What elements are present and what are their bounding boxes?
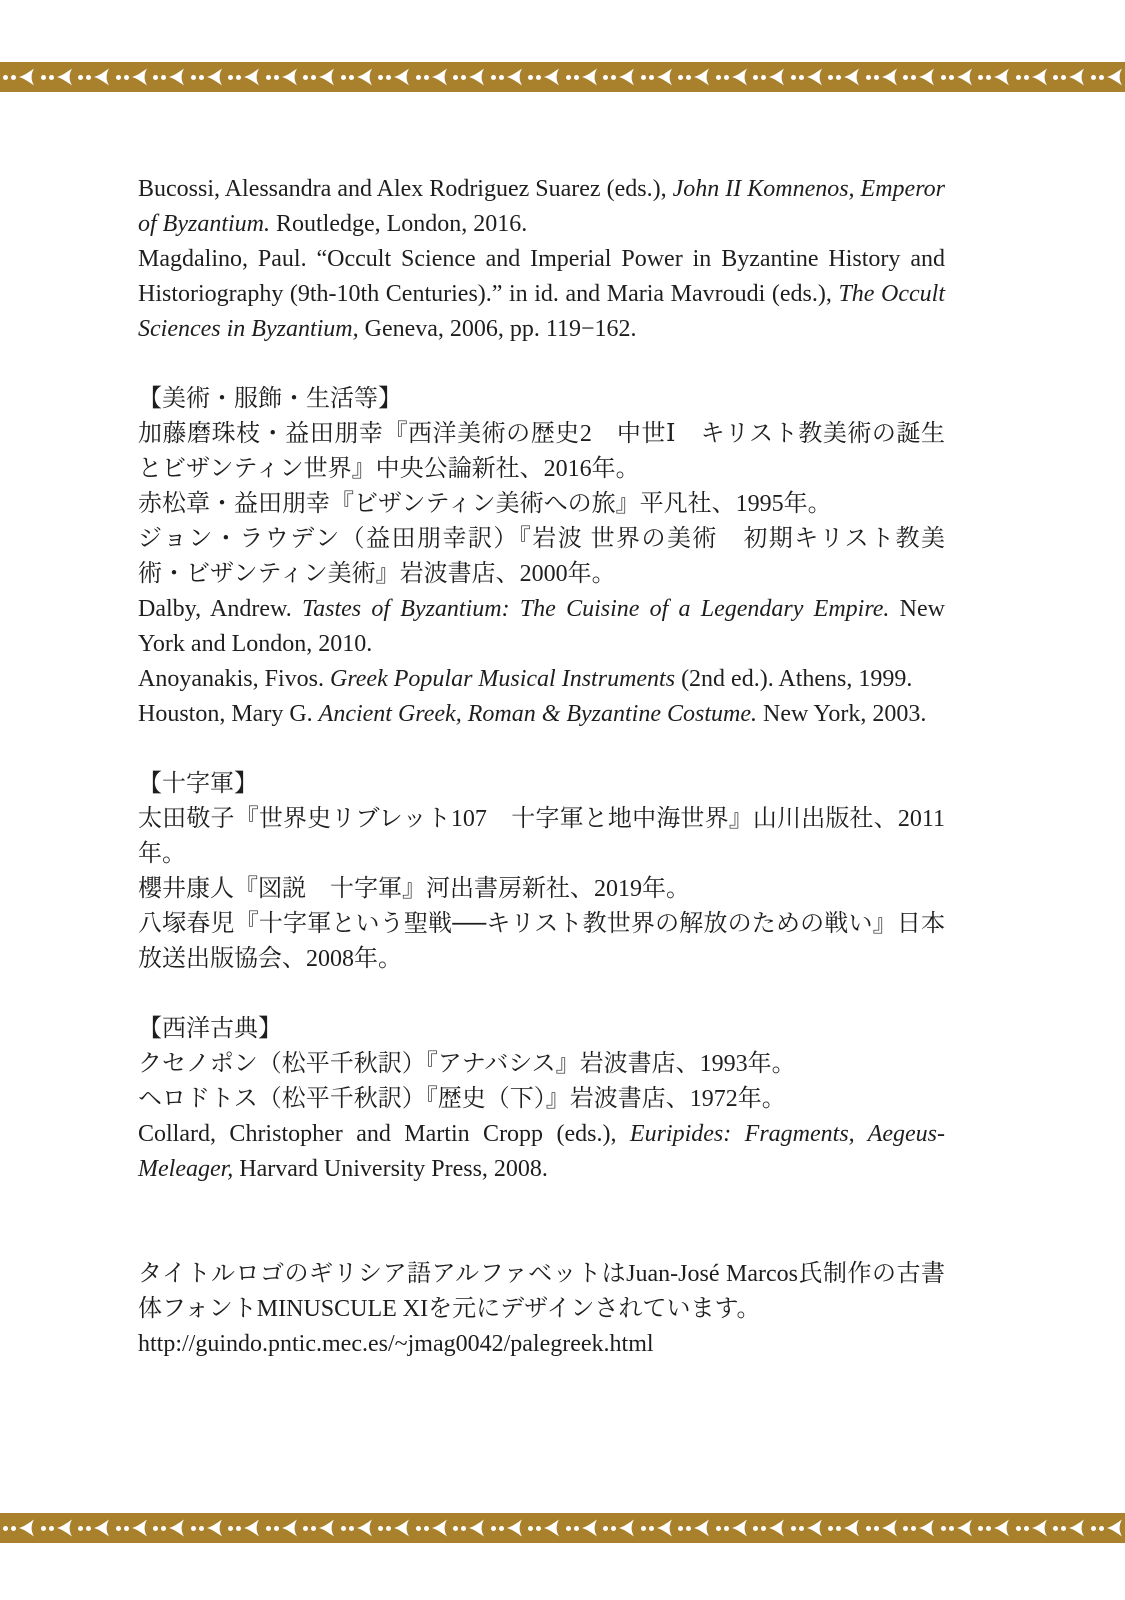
dot-icon bbox=[761, 75, 766, 80]
dot-icon bbox=[611, 75, 616, 80]
band-pattern-unit bbox=[600, 1513, 638, 1543]
left-arrow-icon bbox=[282, 1519, 297, 1537]
dot-icon bbox=[491, 1526, 496, 1531]
left-arrow-icon bbox=[844, 1519, 859, 1537]
dot-icon bbox=[274, 1526, 279, 1531]
font-credit-note: タイトルロゴのギリシア語アルファベットはJuan-José Marcos氏制作の古書体フォントMINUSCULE XIを元にデザインされています。 bbox=[138, 1261, 945, 1322]
left-arrow-icon bbox=[807, 68, 822, 86]
dot-icon bbox=[266, 1526, 271, 1531]
band-pattern-unit bbox=[1050, 1513, 1088, 1543]
band-pattern-unit bbox=[788, 1513, 826, 1543]
band-pattern-unit bbox=[38, 62, 76, 92]
dot-icon bbox=[716, 1526, 721, 1531]
dot-icon bbox=[386, 1526, 391, 1531]
left-arrow-icon bbox=[132, 68, 147, 86]
left-arrow-icon bbox=[882, 1519, 897, 1537]
left-arrow-icon bbox=[657, 1519, 672, 1537]
band-pattern-unit bbox=[38, 1513, 76, 1543]
left-arrow-icon bbox=[94, 68, 109, 86]
dot-icon bbox=[799, 1526, 804, 1531]
band-pattern-unit bbox=[225, 1513, 263, 1543]
dot-icon bbox=[303, 1526, 308, 1531]
dot-icon bbox=[828, 75, 833, 80]
dot-icon bbox=[874, 75, 879, 80]
dot-icon bbox=[686, 75, 691, 80]
dot-icon bbox=[3, 1526, 8, 1531]
left-arrow-icon bbox=[882, 68, 897, 86]
dot-icon bbox=[941, 75, 946, 80]
left-arrow-icon bbox=[169, 1519, 184, 1537]
band-pattern-unit bbox=[188, 1513, 226, 1543]
band-pattern-unit bbox=[825, 1513, 863, 1543]
bibliography-entry bbox=[138, 907, 945, 977]
dot-icon bbox=[649, 1526, 654, 1531]
left-arrow-icon bbox=[582, 68, 597, 86]
ornament-band-row bbox=[0, 1513, 1125, 1543]
dot-icon bbox=[453, 75, 458, 80]
ornament-band-row bbox=[0, 62, 1125, 92]
dot-icon bbox=[1016, 1526, 1021, 1531]
entry-text: 加藤磨珠枝・益田朋幸『西洋美術の歴史2 中世Ⅰ キリスト教美術の誕生とビザンティン世界』中央公論新社、2016年。 bbox=[138, 421, 945, 482]
dot-icon bbox=[986, 1526, 991, 1531]
dot-icon bbox=[536, 1526, 541, 1531]
left-arrow-icon bbox=[207, 68, 222, 86]
dot-icon bbox=[228, 75, 233, 80]
left-arrow-icon bbox=[957, 68, 972, 86]
dot-icon bbox=[116, 1526, 121, 1531]
ornament-band-bottom bbox=[0, 1513, 1125, 1543]
dot-icon bbox=[161, 75, 166, 80]
dot-icon bbox=[349, 75, 354, 80]
left-arrow-icon bbox=[694, 1519, 709, 1537]
left-arrow-icon bbox=[244, 68, 259, 86]
dot-icon bbox=[116, 75, 121, 80]
left-arrow-icon bbox=[207, 1519, 222, 1537]
dot-icon bbox=[1024, 1526, 1029, 1531]
dot-icon bbox=[566, 75, 571, 80]
entry-text: 八塚春児『十字軍という聖戦──キリスト教世界の解放のための戦い』日本放送出版協会、2008年。 bbox=[138, 911, 945, 972]
bibliography-entry bbox=[138, 802, 945, 872]
band-pattern-unit bbox=[75, 62, 113, 92]
dot-icon bbox=[124, 1526, 129, 1531]
left-arrow-icon bbox=[919, 1519, 934, 1537]
bibliography-entry bbox=[138, 592, 945, 662]
band-pattern-unit bbox=[0, 1513, 38, 1543]
bibliography-entry bbox=[138, 1117, 945, 1187]
left-arrow-icon bbox=[769, 68, 784, 86]
dot-icon bbox=[528, 75, 533, 80]
dot-icon bbox=[1061, 75, 1066, 80]
band-pattern-unit bbox=[300, 1513, 338, 1543]
band-pattern-unit bbox=[1013, 62, 1051, 92]
dot-icon bbox=[378, 75, 383, 80]
left-arrow-icon bbox=[169, 68, 184, 86]
band-pattern-unit bbox=[863, 62, 901, 92]
left-arrow-icon bbox=[394, 1519, 409, 1537]
left-arrow-icon bbox=[507, 1519, 522, 1537]
left-arrow-icon bbox=[1107, 1519, 1122, 1537]
band-pattern-unit bbox=[150, 1513, 188, 1543]
work-title: Ancient Greek, Roman & Byzantine Costume. bbox=[318, 701, 757, 727]
band-pattern-unit bbox=[338, 62, 376, 92]
colophon bbox=[138, 1257, 945, 1362]
band-pattern-unit bbox=[338, 1513, 376, 1543]
dot-icon bbox=[866, 1526, 871, 1531]
dot-icon bbox=[1091, 1526, 1096, 1531]
dot-icon bbox=[86, 75, 91, 80]
bibliography-entry bbox=[138, 697, 945, 732]
left-arrow-icon bbox=[807, 1519, 822, 1537]
dot-icon bbox=[903, 1526, 908, 1531]
bibliography-entry bbox=[138, 1082, 945, 1117]
dot-icon bbox=[191, 75, 196, 80]
band-pattern-unit bbox=[375, 62, 413, 92]
dot-icon bbox=[191, 1526, 196, 1531]
entry-text: Dalby, Andrew. bbox=[138, 596, 302, 622]
left-arrow-icon bbox=[469, 68, 484, 86]
left-arrow-icon bbox=[357, 68, 372, 86]
dot-icon bbox=[1099, 1526, 1104, 1531]
dot-icon bbox=[574, 1526, 579, 1531]
dot-icon bbox=[341, 1526, 346, 1531]
dot-icon bbox=[978, 1526, 983, 1531]
dot-icon bbox=[153, 75, 158, 80]
dot-icon bbox=[836, 75, 841, 80]
dot-icon bbox=[236, 1526, 241, 1531]
bibliography-entry bbox=[138, 522, 945, 592]
left-arrow-icon bbox=[1069, 1519, 1084, 1537]
dot-icon bbox=[274, 75, 279, 80]
section-heading: 【西洋古典】 bbox=[138, 1016, 282, 1042]
dot-icon bbox=[3, 75, 8, 80]
dot-icon bbox=[341, 75, 346, 80]
dot-icon bbox=[424, 75, 429, 80]
band-pattern-unit bbox=[113, 62, 151, 92]
left-arrow-icon bbox=[432, 68, 447, 86]
work-title: Tastes of Byzantium: The Cuisine of a Legendary Empire. bbox=[302, 596, 890, 622]
band-pattern-unit bbox=[750, 1513, 788, 1543]
entry-text: ジョン・ラウデン（益田朋幸訳）『岩波 世界の美術 初期キリスト教美術・ビザンティン美術』岩波書店、2000年。 bbox=[138, 526, 945, 587]
dot-icon bbox=[11, 1526, 16, 1531]
dot-icon bbox=[949, 1526, 954, 1531]
dot-icon bbox=[461, 75, 466, 80]
left-arrow-icon bbox=[394, 68, 409, 86]
band-pattern-unit bbox=[713, 1513, 751, 1543]
dot-icon bbox=[724, 75, 729, 80]
dot-icon bbox=[11, 75, 16, 80]
left-arrow-icon bbox=[19, 1519, 34, 1537]
dot-icon bbox=[799, 75, 804, 80]
left-arrow-icon bbox=[1032, 1519, 1047, 1537]
left-arrow-icon bbox=[544, 1519, 559, 1537]
left-arrow-icon bbox=[282, 68, 297, 86]
dot-icon bbox=[311, 75, 316, 80]
left-arrow-icon bbox=[619, 1519, 634, 1537]
band-pattern-unit bbox=[675, 62, 713, 92]
dot-icon bbox=[49, 1526, 54, 1531]
band-pattern-unit bbox=[375, 1513, 413, 1543]
band-pattern-unit bbox=[1050, 62, 1088, 92]
left-arrow-icon bbox=[319, 68, 334, 86]
entry-text: Harvard University Press, 2008. bbox=[233, 1156, 548, 1182]
dot-icon bbox=[603, 75, 608, 80]
dot-icon bbox=[574, 75, 579, 80]
dot-icon bbox=[424, 1526, 429, 1531]
band-pattern-unit bbox=[675, 1513, 713, 1543]
dot-icon bbox=[1061, 1526, 1066, 1531]
band-pattern-unit bbox=[788, 62, 826, 92]
bibliography-entry bbox=[138, 242, 945, 347]
band-pattern-unit bbox=[638, 1513, 676, 1543]
dot-icon bbox=[78, 1526, 83, 1531]
entry-text: Anoyanakis, Fivos. bbox=[138, 666, 330, 692]
dot-icon bbox=[1053, 1526, 1058, 1531]
dot-icon bbox=[641, 1526, 646, 1531]
dot-icon bbox=[649, 75, 654, 80]
left-arrow-icon bbox=[994, 68, 1009, 86]
left-arrow-icon bbox=[1069, 68, 1084, 86]
bibliography-entry bbox=[138, 487, 945, 522]
dot-icon bbox=[791, 75, 796, 80]
dot-icon bbox=[874, 1526, 879, 1531]
dot-icon bbox=[378, 1526, 383, 1531]
dot-icon bbox=[303, 75, 308, 80]
left-arrow-icon bbox=[357, 1519, 372, 1537]
section-heading: 【美術・服飾・生活等】 bbox=[138, 386, 402, 412]
band-pattern-unit bbox=[0, 62, 38, 92]
band-pattern-unit bbox=[638, 62, 676, 92]
work-title: Euripides: Fragments, Aegeus-Meleager, bbox=[138, 1121, 945, 1182]
left-arrow-icon bbox=[919, 68, 934, 86]
dot-icon bbox=[453, 1526, 458, 1531]
band-pattern-unit bbox=[263, 1513, 301, 1543]
entry-text: 赤松章・益田朋幸『ビザンティン美術への旅』平凡社、1995年。 bbox=[138, 491, 832, 517]
entry-text: (2nd ed.). Athens, 1999. bbox=[675, 666, 913, 692]
band-pattern-unit bbox=[975, 62, 1013, 92]
band-pattern-unit bbox=[300, 62, 338, 92]
work-title: The Occult Sciences in Byzantium, bbox=[138, 281, 945, 342]
dot-icon bbox=[978, 75, 983, 80]
dot-icon bbox=[349, 1526, 354, 1531]
entry-text: Routledge, London, 2016. bbox=[270, 211, 528, 237]
left-arrow-icon bbox=[732, 1519, 747, 1537]
entry-text: Bucossi, Alessandra and Alex Rodriguez Suarez (eds.), bbox=[138, 176, 673, 202]
dot-icon bbox=[416, 1526, 421, 1531]
dot-icon bbox=[41, 1526, 46, 1531]
dot-icon bbox=[199, 75, 204, 80]
dot-icon bbox=[499, 75, 504, 80]
left-arrow-icon bbox=[582, 1519, 597, 1537]
dot-icon bbox=[761, 1526, 766, 1531]
dot-icon bbox=[566, 1526, 571, 1531]
dot-icon bbox=[499, 1526, 504, 1531]
band-pattern-unit bbox=[113, 1513, 151, 1543]
band-pattern-unit bbox=[900, 1513, 938, 1543]
dot-icon bbox=[153, 1526, 158, 1531]
bibliography-entry bbox=[138, 1047, 945, 1082]
left-arrow-icon bbox=[657, 68, 672, 86]
left-arrow-icon bbox=[844, 68, 859, 86]
left-arrow-icon bbox=[57, 1519, 72, 1537]
bibliography-entry bbox=[138, 417, 945, 487]
band-pattern-unit bbox=[525, 1513, 563, 1543]
bibliography-entry bbox=[138, 872, 945, 907]
dot-icon bbox=[78, 75, 83, 80]
band-pattern-unit bbox=[263, 62, 301, 92]
entry-text: New York and London, 2010. bbox=[138, 596, 945, 657]
dot-icon bbox=[236, 75, 241, 80]
left-arrow-icon bbox=[319, 1519, 334, 1537]
band-pattern-unit bbox=[563, 62, 601, 92]
left-arrow-icon bbox=[469, 1519, 484, 1537]
left-arrow-icon bbox=[1032, 68, 1047, 86]
dot-icon bbox=[528, 1526, 533, 1531]
dot-icon bbox=[1091, 75, 1096, 80]
entry-text: Geneva, 2006, pp. 119−162. bbox=[358, 316, 637, 342]
band-pattern-unit bbox=[825, 62, 863, 92]
dot-icon bbox=[603, 1526, 608, 1531]
dot-icon bbox=[716, 75, 721, 80]
band-pattern-unit bbox=[900, 62, 938, 92]
dot-icon bbox=[161, 1526, 166, 1531]
band-pattern-unit bbox=[488, 1513, 526, 1543]
band-pattern-unit bbox=[1013, 1513, 1051, 1543]
dot-icon bbox=[416, 75, 421, 80]
dot-icon bbox=[949, 75, 954, 80]
dot-icon bbox=[228, 1526, 233, 1531]
entry-text: 太田敬子『世界史リブレット107 十字軍と地中海世界』山川出版社、2011年。 bbox=[138, 806, 945, 867]
left-arrow-icon bbox=[432, 1519, 447, 1537]
band-pattern-unit bbox=[938, 1513, 976, 1543]
dot-icon bbox=[491, 75, 496, 80]
dot-icon bbox=[866, 75, 871, 80]
entry-text: 櫻井康人『図説 十字軍』河出書房新社、2019年。 bbox=[138, 876, 690, 902]
dot-icon bbox=[461, 1526, 466, 1531]
entry-text: クセノポン（松平千秋訳）『アナバシス』岩波書店、1993年。 bbox=[138, 1051, 796, 1077]
page-content bbox=[138, 172, 945, 1362]
band-pattern-unit bbox=[413, 62, 451, 92]
dot-icon bbox=[686, 1526, 691, 1531]
dot-icon bbox=[124, 75, 129, 80]
dot-icon bbox=[986, 75, 991, 80]
font-credit-url: http://guindo.pntic.mec.es/~jmag0042/palegreek.html bbox=[138, 1331, 654, 1357]
dot-icon bbox=[678, 75, 683, 80]
dot-icon bbox=[828, 1526, 833, 1531]
dot-icon bbox=[836, 1526, 841, 1531]
band-pattern-unit bbox=[188, 62, 226, 92]
band-pattern-unit bbox=[713, 62, 751, 92]
left-arrow-icon bbox=[19, 68, 34, 86]
entry-text: Houston, Mary G. bbox=[138, 701, 319, 727]
band-pattern-unit bbox=[488, 62, 526, 92]
dot-icon bbox=[791, 1526, 796, 1531]
bibliography-sections bbox=[138, 172, 945, 1187]
band-pattern-unit bbox=[150, 62, 188, 92]
dot-icon bbox=[311, 1526, 316, 1531]
dot-icon bbox=[86, 1526, 91, 1531]
band-pattern-unit bbox=[975, 1513, 1013, 1543]
dot-icon bbox=[199, 1526, 204, 1531]
ornament-band-top bbox=[0, 62, 1125, 92]
dot-icon bbox=[41, 75, 46, 80]
band-pattern-unit bbox=[1088, 62, 1125, 92]
left-arrow-icon bbox=[544, 68, 559, 86]
dot-icon bbox=[903, 75, 908, 80]
work-title: John II Komnenos, Emperor of Byzantium. bbox=[138, 176, 945, 237]
left-arrow-icon bbox=[507, 68, 522, 86]
band-pattern-unit bbox=[525, 62, 563, 92]
band-pattern-unit bbox=[600, 62, 638, 92]
dot-icon bbox=[266, 75, 271, 80]
band-pattern-unit bbox=[938, 62, 976, 92]
left-arrow-icon bbox=[694, 68, 709, 86]
entry-text: Magdalino, Paul. “Occult Science and Imperial Power in Byzantine History and Historiography (9th-10th Centuries).” in id. and Maria Mavroudi (eds.), bbox=[138, 246, 945, 307]
dot-icon bbox=[1016, 75, 1021, 80]
dot-icon bbox=[941, 1526, 946, 1531]
band-pattern-unit bbox=[450, 1513, 488, 1543]
band-pattern-unit bbox=[1088, 1513, 1125, 1543]
band-pattern-unit bbox=[225, 62, 263, 92]
dot-icon bbox=[49, 75, 54, 80]
left-arrow-icon bbox=[132, 1519, 147, 1537]
left-arrow-icon bbox=[94, 1519, 109, 1537]
left-arrow-icon bbox=[994, 1519, 1009, 1537]
band-pattern-unit bbox=[863, 1513, 901, 1543]
left-arrow-icon bbox=[57, 68, 72, 86]
dot-icon bbox=[536, 75, 541, 80]
entry-text: Collard, Christopher and Martin Cropp (eds.), bbox=[138, 1121, 630, 1147]
left-arrow-icon bbox=[1107, 68, 1122, 86]
left-arrow-icon bbox=[732, 68, 747, 86]
left-arrow-icon bbox=[244, 1519, 259, 1537]
dot-icon bbox=[1024, 75, 1029, 80]
band-pattern-unit bbox=[563, 1513, 601, 1543]
left-arrow-icon bbox=[619, 68, 634, 86]
entry-text: New York, 2003. bbox=[757, 701, 927, 727]
dot-icon bbox=[1053, 75, 1058, 80]
bibliography-entry bbox=[138, 172, 945, 242]
dot-icon bbox=[641, 75, 646, 80]
left-arrow-icon bbox=[769, 1519, 784, 1537]
bibliography-entry bbox=[138, 662, 945, 697]
band-pattern-unit bbox=[450, 62, 488, 92]
band-pattern-unit bbox=[75, 1513, 113, 1543]
band-pattern-unit bbox=[750, 62, 788, 92]
dot-icon bbox=[611, 1526, 616, 1531]
dot-icon bbox=[753, 75, 758, 80]
dot-icon bbox=[911, 75, 916, 80]
band-pattern-unit bbox=[413, 1513, 451, 1543]
entry-text: ヘロドトス（松平千秋訳）『歴史（下）』岩波書店、1972年。 bbox=[138, 1086, 786, 1112]
dot-icon bbox=[753, 1526, 758, 1531]
dot-icon bbox=[678, 1526, 683, 1531]
dot-icon bbox=[1099, 75, 1104, 80]
left-arrow-icon bbox=[957, 1519, 972, 1537]
dot-icon bbox=[724, 1526, 729, 1531]
dot-icon bbox=[911, 1526, 916, 1531]
dot-icon bbox=[386, 75, 391, 80]
work-title: Greek Popular Musical Instruments bbox=[330, 666, 676, 692]
section-heading: 【十字軍】 bbox=[138, 771, 258, 797]
